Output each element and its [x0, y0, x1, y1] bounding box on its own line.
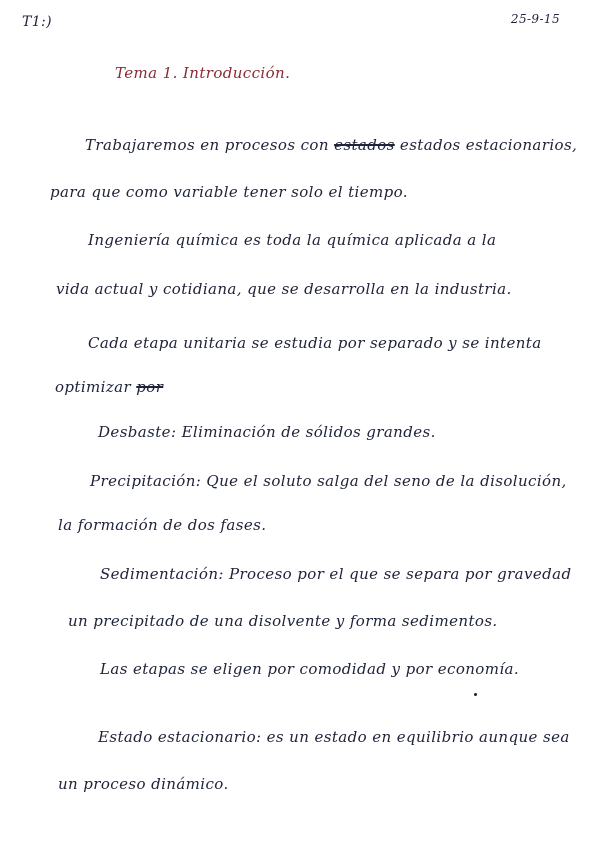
- note-line: Trabajaremos en procesos con estados estados estacionarios,: [85, 136, 578, 154]
- page-date: 25-9-15: [510, 12, 560, 26]
- note-line: un precipitado de una disolvente y forma sedimentos.: [68, 612, 498, 630]
- page-title: Tema 1. Introducción.: [115, 64, 291, 82]
- note-line: un proceso dinámico.: [58, 775, 229, 793]
- note-line: Precipitación: Que el soluto salga del seno de la disolución,: [90, 472, 567, 490]
- note-line: Desbaste: Eliminación de sólidos grandes.: [98, 423, 436, 441]
- ink-dot: [474, 693, 477, 696]
- note-line: Cada etapa unitaria se estudia por separado y se intenta: [88, 334, 542, 352]
- note-line: para que como variable tener solo el tiempo.: [50, 183, 408, 201]
- note-line: optimizar por: [55, 378, 164, 396]
- note-line: Las etapas se eligen por comodidad y por economía.: [100, 660, 520, 678]
- note-line: Estado estacionario: es un estado en equilibrio aunque sea: [98, 728, 570, 746]
- note-line: Sedimentación: Proceso por el que se separa por gravedad: [100, 565, 572, 583]
- note-line: la formación de dos fases.: [58, 516, 267, 534]
- note-line: vida actual y cotidiana, que se desarrolla en la industria.: [56, 280, 512, 298]
- note-line: Ingeniería química es toda la química aplicada a la: [88, 231, 497, 249]
- page-code: T1:): [22, 14, 53, 30]
